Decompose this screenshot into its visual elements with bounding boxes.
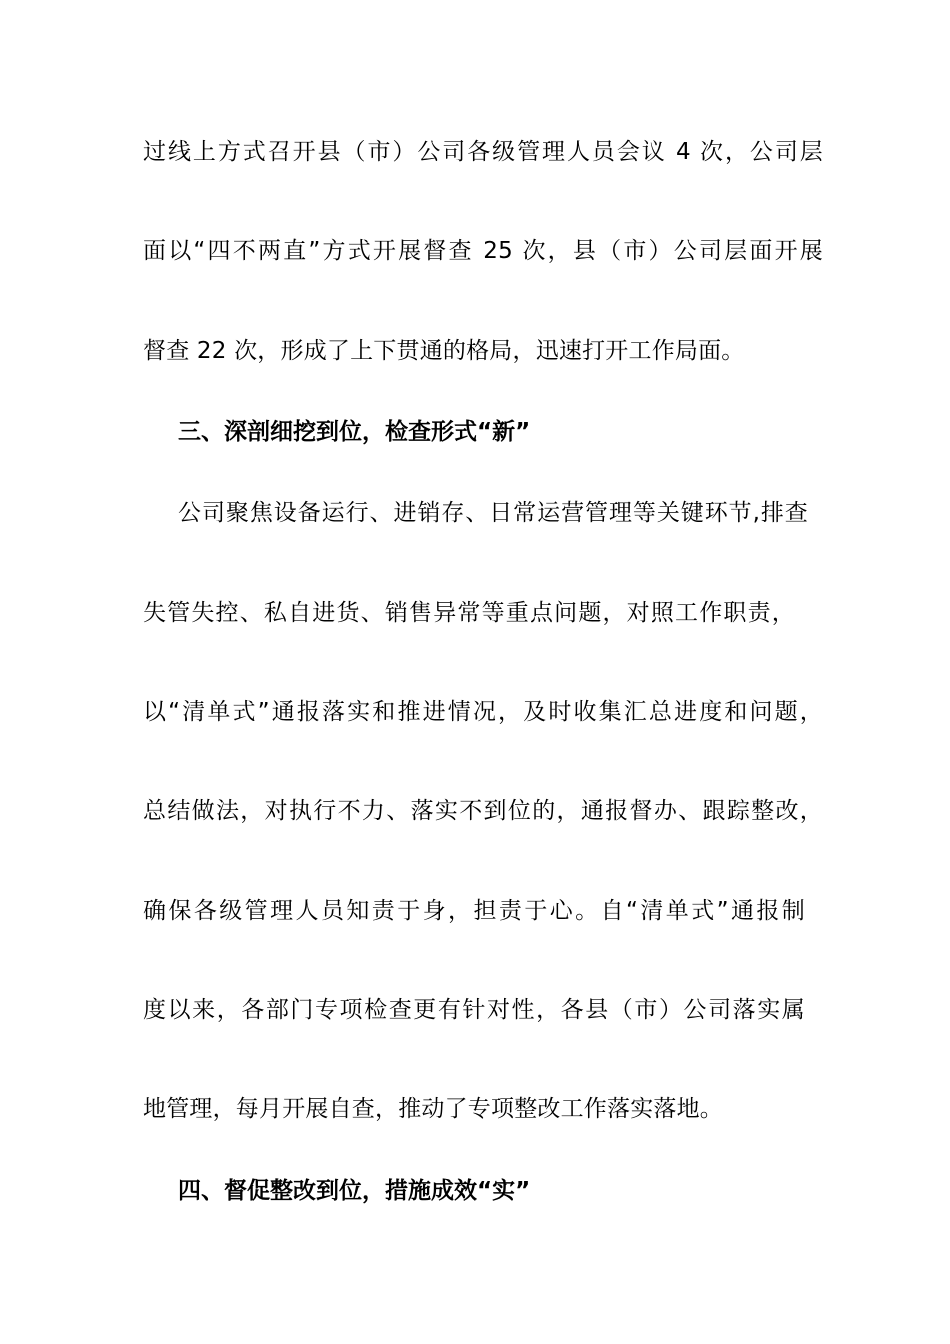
paragraph-line: 面以“四不两直”方式开展督查 25 次，县（市）公司层面开展 (143, 238, 823, 264)
paragraph-line: 地管理，每月开展自查，推动了专项整改工作落实落地。 (143, 1096, 723, 1122)
paragraph-line: 总结做法，对执行不力、落实不到位的，通报督办、跟踪整改， (143, 798, 823, 824)
paragraph-line: 度以来，各部门专项检查更有针对性，各县（市）公司落实属 (143, 997, 805, 1023)
paragraph-line: 确保各级管理人员知责于身，担责于心。自“清单式”通报制 (143, 898, 805, 924)
section-heading: 四、督促整改到位，措施成效“实” (178, 1178, 531, 1204)
paragraph-line: 过线上方式召开县（市）公司各级管理人员会议 4 次，公司层 (143, 139, 823, 165)
paragraph-line: 失管失控、私自进货、销售异常等重点问题，对照工作职责， (143, 600, 795, 626)
paragraph-line: 公司聚焦设备运行、进销存、日常运营管理等关键环节,排查 (178, 500, 808, 526)
paragraph-line: 督查 22 次，形成了上下贯通的格局，迅速打开工作局面。 (143, 338, 745, 364)
paragraph-line: 以“清单式”通报落实和推进情况，及时收集汇总进度和问题， (143, 699, 823, 725)
section-heading: 三、深剖细挖到位，检查形式“新” (178, 419, 531, 445)
